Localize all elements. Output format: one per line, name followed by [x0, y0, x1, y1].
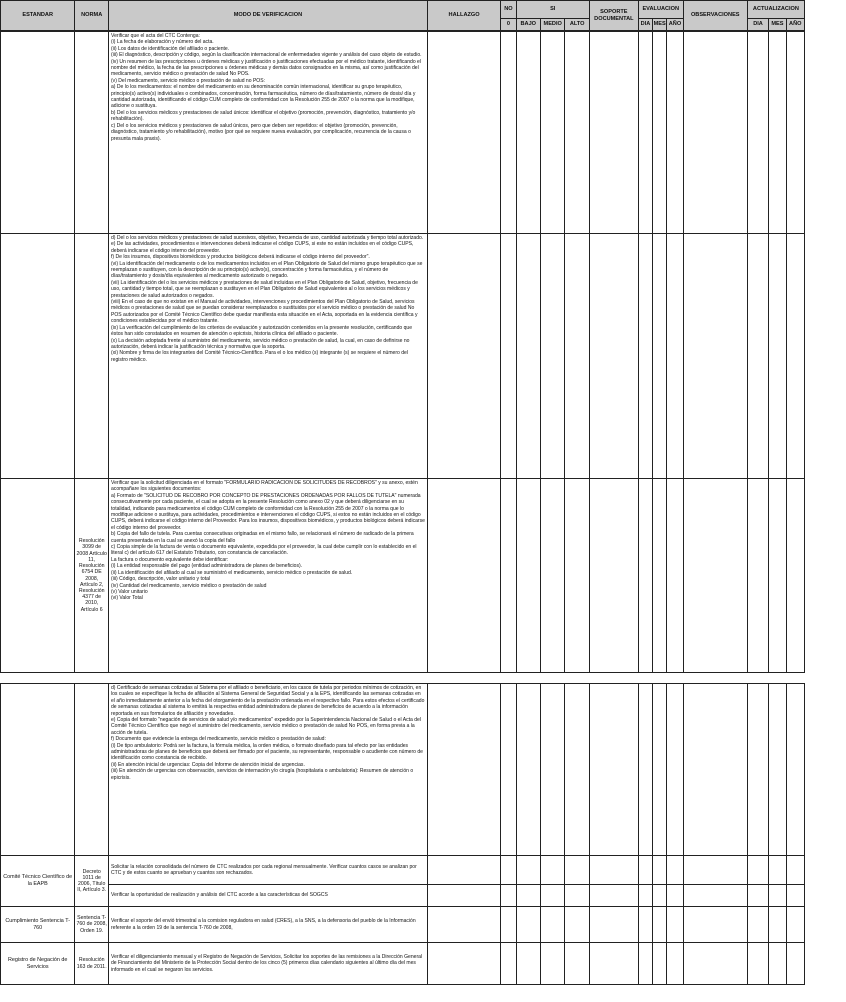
- observaciones-cell[interactable]: [683, 479, 747, 673]
- act-mes-cell[interactable]: [769, 885, 786, 907]
- bajo-cell[interactable]: [516, 479, 540, 673]
- col-act-dia: DIA: [747, 19, 768, 31]
- alto-cell[interactable]: [565, 885, 589, 907]
- modo-cell: d) Certificado de semanas cotizadas al Sistema por el afiliado o beneficiario, en los casos de tutela por periodos mínimos de cotización, en los cuales se especifique la fecha de afiliación al Sistema General de Seguridad Social y a la EPS, identificando las semanas cotizadas en el año inmediatamente anterior a la fecha del otorgamiento de la prestación ordenada en el respectivo fallo. Para estos efectos el certificado de semanas cotizadas al sistema lo emitirá la respectiva entidad administradora de planes de beneficios de acuerdo a la información reportada en sus formularios de afiliación y novedades. e) Copia del formato "negación de servicios de salud y/o medicamentos" expedido por la Superintendencia Nacional de Salud o el Acta del Comité Técnico Científico que negó el suministro del medicamento, servicio médico o prestación de salud No POS, en forma previa a la acción de tutela. f) Documento que evidencie la entrega del medicamento, servicio médico o prestación de salud: (i) De tipo ambulatorio: Podrá ser la factura, la fórmula médica, la orden médica, o formato diseñado para tal efecto por las entidades administradoras de planes de beneficios que deberá ser firmado por el paciente, su representante, responsable o acudiente con número de identificación como constancia de recibido. (ii) En atención inicial de urgencias: Copia del Informe de atención inicial de urgencias. (iii) En atención de urgencias con observación, servicios de internación y/o cirugía (hospitalaria o ambulatoria): Resumen de atención o epicrisis.: [109, 684, 428, 856]
- act-mes-cell[interactable]: [769, 856, 786, 885]
- col-evaluacion: EVALUACION: [638, 1, 683, 19]
- act-anio-cell[interactable]: [786, 234, 804, 479]
- bajo-cell[interactable]: [516, 943, 540, 985]
- hallazgo-cell[interactable]: [427, 856, 500, 885]
- eval-anio-cell[interactable]: [667, 907, 683, 943]
- medio-cell[interactable]: [541, 234, 565, 479]
- bajo-cell[interactable]: [516, 885, 540, 907]
- header-table: [0, 0, 805, 31]
- col-eval-anio: AÑO: [667, 19, 683, 31]
- eval-mes-cell[interactable]: [653, 32, 667, 234]
- alto-cell[interactable]: [565, 907, 589, 943]
- bajo-cell[interactable]: [516, 907, 540, 943]
- eval-mes-cell[interactable]: [653, 856, 667, 885]
- act-anio-cell[interactable]: [786, 684, 804, 856]
- soporte-cell[interactable]: [589, 234, 638, 479]
- col-hallazgo: HALLAZGO: [427, 1, 500, 31]
- col-eval-mes: MES: [653, 19, 667, 31]
- eval-dia-cell[interactable]: [638, 885, 652, 907]
- estandar-cell: [1, 234, 75, 479]
- act-anio-cell[interactable]: [786, 856, 804, 885]
- body-table-1: [0, 31, 805, 673]
- observaciones-cell[interactable]: [683, 684, 747, 856]
- soporte-cell[interactable]: [589, 885, 638, 907]
- alto-cell[interactable]: [565, 856, 589, 885]
- eval-dia-cell[interactable]: [638, 479, 652, 673]
- hallazgo-cell[interactable]: [427, 684, 500, 856]
- eval-anio-cell[interactable]: [667, 684, 683, 856]
- col-actualizacion: ACTUALIZACION: [747, 1, 804, 19]
- col-modo: MODO DE VERIFICACION: [108, 1, 427, 31]
- eval-dia-cell[interactable]: [638, 943, 652, 985]
- alto-cell[interactable]: [565, 234, 589, 479]
- hallazgo-cell[interactable]: [427, 885, 500, 907]
- act-mes-cell[interactable]: [769, 684, 786, 856]
- modo-cell: Verificar el diligenciamiento mensual y el Registro de Negación de Servicios, Solicitar los soportes de las remisiones a la Dirección General de Financiamiento del Ministerio de la Protección Social dentro de los cinco (5) primeros días calendario siguientes al último día del mes informado en el cual se negaron los servicios.: [109, 943, 428, 985]
- act-dia-cell[interactable]: [747, 234, 768, 479]
- eval-mes-cell[interactable]: [653, 885, 667, 907]
- observaciones-cell[interactable]: [683, 856, 747, 885]
- act-anio-cell[interactable]: [786, 907, 804, 943]
- norma-cell: Resolución 163 de 2011.: [75, 943, 109, 985]
- medio-cell[interactable]: [541, 32, 565, 234]
- no-cell[interactable]: [501, 885, 516, 907]
- col-estandar: ESTANDAR: [1, 1, 75, 31]
- act-mes-cell[interactable]: [769, 479, 786, 673]
- no-cell[interactable]: [501, 907, 516, 943]
- hallazgo-cell[interactable]: [427, 943, 500, 985]
- norma-cell: [75, 684, 109, 856]
- eval-dia-cell[interactable]: [638, 684, 652, 856]
- no-cell[interactable]: [501, 32, 516, 234]
- alto-cell[interactable]: [565, 943, 589, 985]
- table-row: [1, 885, 805, 907]
- act-anio-cell[interactable]: [786, 479, 804, 673]
- act-anio-cell[interactable]: [786, 32, 804, 234]
- col-no: NO: [501, 1, 516, 19]
- act-anio-cell[interactable]: [786, 885, 804, 907]
- modo-cell: Verificar que el acta del CTC Contenga: (i) La fecha de elaboración y número del acta. (ii) Los datos de identificación del afiliado o paciente. (iii) El diagnóstico, descripción y código, según la clasificación internacional de enfermedades vigente y análisis del caso objeto de estudio. (iv) Un resumen de las prescripciones u órdenes médicas y justificación o justificaciones efectuadas por el médico tratante, identificando el nombre del médico, la fecha de las prescripciones u órdenes médicas y demás datos consignados en la misma, así como justificación del medicamento, servicio médico o prestación de salud No POS. (v) Del medicamento, servicio médico o prestación de salud no POS: a) De lo los medicamentos: el nombre del medicamento en su denominación común internacional, identificar su grupo terapéutico, principio(s) activo(s) individuales o combinados, concentración, forma farmacéutica, número de días/tratamiento, número de dosis/ día y cantidad autorizada, identificando el código CUM completo de conformidad con la Resolución 255 de 2007 o la norma que la modifique, adicione o sustituya. b) Del o los servicios médicos y prestaciones de salud únicos: identificar el objetivo (promoción, prevención, diagnóstico, tratamiento y/o rehabilitación). c) Del o los servicios médicos y prestaciones de salud únicos, pero que deben ser repetidos: el objetivo (promoción, prevención, diagnóstico, tratamiento y/o rehabilitación), motivo (por qué se requiere nueva evaluación, por complicación, recurrencia de la causa o presunta mala praxis).: [109, 32, 428, 234]
- eval-mes-cell[interactable]: [653, 684, 667, 856]
- soporte-cell[interactable]: [589, 856, 638, 885]
- observaciones-cell[interactable]: [683, 943, 747, 985]
- act-mes-cell[interactable]: [769, 907, 786, 943]
- modo-cell: d) Del o los servicios médicos y prestaciones de salud sucesivos, objetivo, frecuencia de uso, cantidad autorizada y tiempo total autorizado. e) De las actividades, procedimientos e intervenciones deberá indicarse el código CUPS, si este no están incluidos en el código CUPS, deberá indicarse el código interno del proveedor. f) De los insumos, dispositivos biomédicos y productos biológicos deberá indicarse el código interno del proveedor". (vi) La identificación del medicamento o de los medicamentos incluidos en el Plan Obligatorio de Salud del mismo grupo terapéutico que se reemplazan o sustituyen, con la descripción de su principio(s) activo(s), concentración y forma farmacéutica, y el número de días/tratamiento y dosis/día equivalentes al medicamento autorizado o negado. (vii) La identificación del o los servicios médicos y prestaciones de salud incluidas en el Plan Obligatorio de Salud, objetivo, frecuencia de uso, cantidad y tiempo total, que se reemplazan o sustituyen en el Plan Obligatorio de Salud equivalentes al o los servicios médicos y prestaciones de salud autorizados o negados. (viii) En el caso de que no existan en el Manual de actividades, intervenciones y procedimientos del Plan Obligatorio de Salud, servicios médicos o prestaciones de salud que se puedan considerar reemplazados o sustituidos por el servicio médico o prestación de salud No POS autorizados por el Comité Técnico Científico debe quedar manifiesta esta situación en el Acta, soportada en la evidencia científica y condiciones establecidas por el médico tratante. (ix) La verificación del cumplimiento de los criterios de evaluación y autorización contenidos en la presente resolución, certificando que éstos han sido constatados en resumen de atención o epicrisis, historia clínica del afiliado o paciente. (x) La decisión adoptada frente al suministro del medicamento, servicio médico o prestación de salud, la cual, en caso de definirse no autorización, deberá indicar la justificación técnica y normativa que la soporta. (xi) Nombre y firma de los integrantes del Comité Técnico-Científico. Para el o los médico (s) integrante (s) se requiere el número del registro médico.: [109, 234, 428, 479]
- col-act-mes: MES: [769, 19, 786, 31]
- table-row: [1, 234, 805, 479]
- act-mes-cell[interactable]: [769, 943, 786, 985]
- modo-cell: Verificar la oportunidad de realización y análisis del CTC acorde a las características del SOGCS: [109, 885, 428, 907]
- eval-dia-cell[interactable]: [638, 907, 652, 943]
- observaciones-cell[interactable]: [683, 234, 747, 479]
- table-row: [1, 907, 805, 943]
- eval-dia-cell[interactable]: [638, 234, 652, 479]
- modo-cell: Verificar que la solicitud diligenciada en el formato "FORMULARIO RADICACION DE SOLICITUDES DE RECOBROS" y su anexo, estén acompañare los siguientes documentos: a) Formato de "SOLICITUD DE RECOBRO POR CONCEPTO DE PRESTACIONES ORDENADAS POR FALLOS DE TUTELA" numerada consecutivamente por cada paciente, el cual se adopta en la presente Resolución como anexo 02 y que deberá diligenciarse en su totalidad, indicando para medicamentos el código CUM completo de conformidad con la Resolución 255 de 2007 o la norma que lo modifique adicione o sustituya, para actividades, procedimientos e intervenciones el código CUPS, si estos no están incluidos en el código CUPS, deberá indicarse el código interno del Proveedor. Para los insumos, dispositivos biomédicos, y productos biológicos deberá indicarse el código interno del proveedor. b) Copia del fallo de tutela. Para cuentas consecutivas originadas en el mismo fallo, se relacionará el número de radicado de la primera cuenta presentada en la cual se anexó la copia del fallo c) Copia simple de la factura de venta o documento equivalente, expedida por el proveedor, la cual debe cumplir con lo establecido en el literal c) del artículo 617 del Estatuto Tributario, con constancia de cancelación. La factura o documento equivalente debe identificar: (i) La entidad responsable del pago (entidad administradora de planes de beneficios). (ii) La identificación del afiliado al cual se suministró el medicamento, servicio médico o prestación de salud. (iii) Código, descripción, valor unitario y total (iv) Cantidad del medicamento, servicio médico o prestación de salud (v) Valor unitario (vi) Valor Total: [109, 479, 428, 673]
- act-dia-cell[interactable]: [747, 856, 768, 885]
- norma-cell: [75, 32, 109, 234]
- eval-dia-cell[interactable]: [638, 32, 652, 234]
- body-table-2: [0, 683, 805, 985]
- soporte-cell[interactable]: [589, 32, 638, 234]
- act-dia-cell[interactable]: [747, 479, 768, 673]
- estandar-cell: [1, 479, 75, 673]
- eval-anio-cell[interactable]: [667, 856, 683, 885]
- eval-anio-cell[interactable]: [667, 479, 683, 673]
- no-cell[interactable]: [501, 234, 516, 479]
- estandar-cell: [1, 32, 75, 234]
- soporte-cell[interactable]: [589, 907, 638, 943]
- medio-cell[interactable]: [541, 684, 565, 856]
- act-dia-cell[interactable]: [747, 907, 768, 943]
- estandar-cell: Registro de Negación de Servicios: [1, 943, 75, 985]
- act-dia-cell[interactable]: [747, 684, 768, 856]
- col-bajo: BAJO: [516, 19, 540, 31]
- table-row: [1, 684, 805, 856]
- alto-cell[interactable]: [565, 32, 589, 234]
- soporte-cell[interactable]: [589, 684, 638, 856]
- norma-cell: [75, 234, 109, 479]
- medio-cell[interactable]: [541, 856, 565, 885]
- col-eval-dia: DIA: [638, 19, 652, 31]
- col-no-zero: 0: [501, 19, 516, 31]
- eval-mes-cell[interactable]: [653, 907, 667, 943]
- table-row: [1, 479, 805, 673]
- medio-cell[interactable]: [541, 943, 565, 985]
- hallazgo-cell[interactable]: [427, 907, 500, 943]
- eval-anio-cell[interactable]: [667, 32, 683, 234]
- eval-mes-cell[interactable]: [653, 479, 667, 673]
- bajo-cell[interactable]: [516, 32, 540, 234]
- col-alto: ALTO: [565, 19, 589, 31]
- act-dia-cell[interactable]: [747, 943, 768, 985]
- norma-cell: Sentencia T-760 de 2008, Orden 19.: [75, 907, 109, 943]
- observaciones-cell[interactable]: [683, 885, 747, 907]
- bajo-cell[interactable]: [516, 684, 540, 856]
- eval-anio-cell[interactable]: [667, 234, 683, 479]
- table-row: [1, 856, 805, 885]
- eval-mes-cell[interactable]: [653, 234, 667, 479]
- col-act-anio: AÑO: [786, 19, 804, 31]
- alto-cell[interactable]: [565, 479, 589, 673]
- estandar-cell: [1, 684, 75, 856]
- medio-cell[interactable]: [541, 885, 565, 907]
- hallazgo-cell[interactable]: [427, 479, 500, 673]
- observaciones-cell[interactable]: [683, 907, 747, 943]
- act-dia-cell[interactable]: [747, 885, 768, 907]
- eval-dia-cell[interactable]: [638, 856, 652, 885]
- eval-anio-cell[interactable]: [667, 943, 683, 985]
- modo-cell: Verificar el soporte del envió trimestral a la comision reguladora en salud (CRES), a la SNS, a la defensoria del pueblo de la Información referente a la orden 19 de la sentencia T-760 de 2008,: [109, 907, 428, 943]
- table-row: [1, 32, 805, 234]
- col-medio: MEDIO: [540, 19, 564, 31]
- col-soporte: SOPORTE DOCUMENTAL: [589, 1, 638, 31]
- act-anio-cell[interactable]: [786, 943, 804, 985]
- soporte-cell[interactable]: [589, 943, 638, 985]
- soporte-cell[interactable]: [589, 479, 638, 673]
- estandar-cell: Cumplimiento Sentencia T-760: [1, 907, 75, 943]
- act-mes-cell[interactable]: [769, 32, 786, 234]
- alto-cell[interactable]: [565, 684, 589, 856]
- norma-cell: Decreto 1011 de 2006, Título II, Artículo 3.: [75, 856, 109, 907]
- observaciones-cell[interactable]: [683, 32, 747, 234]
- col-si: SI: [516, 1, 589, 19]
- hallazgo-cell[interactable]: [427, 234, 500, 479]
- bajo-cell[interactable]: [516, 856, 540, 885]
- act-mes-cell[interactable]: [769, 234, 786, 479]
- modo-cell: Solicitar la relación consolidada del número de CTC realizados por cada regional mensualmente. Verificar cuantos casos se analizan por CTC y de estos cuanto se aprueban y cuantos son rechazados.: [109, 856, 428, 885]
- hallazgo-cell[interactable]: [427, 32, 500, 234]
- medio-cell[interactable]: [541, 907, 565, 943]
- bajo-cell[interactable]: [516, 234, 540, 479]
- table-row: [1, 943, 805, 985]
- norma-cell: Resolución 3099 de 2008 Artículo 11, Resolución 6754 DE 2008, Artículo 2, Resolución 4377 de 2010, Artículo 6: [75, 479, 109, 673]
- col-observaciones: OBSERVACIONES: [683, 1, 747, 31]
- no-cell[interactable]: [501, 684, 516, 856]
- no-cell[interactable]: [501, 943, 516, 985]
- eval-mes-cell[interactable]: [653, 943, 667, 985]
- no-cell[interactable]: [501, 479, 516, 673]
- medio-cell[interactable]: [541, 479, 565, 673]
- eval-anio-cell[interactable]: [667, 885, 683, 907]
- col-norma: NORMA: [75, 1, 109, 31]
- no-cell[interactable]: [501, 856, 516, 885]
- act-dia-cell[interactable]: [747, 32, 768, 234]
- estandar-cell: Comité Técnico Científico de la EAPB: [1, 856, 75, 907]
